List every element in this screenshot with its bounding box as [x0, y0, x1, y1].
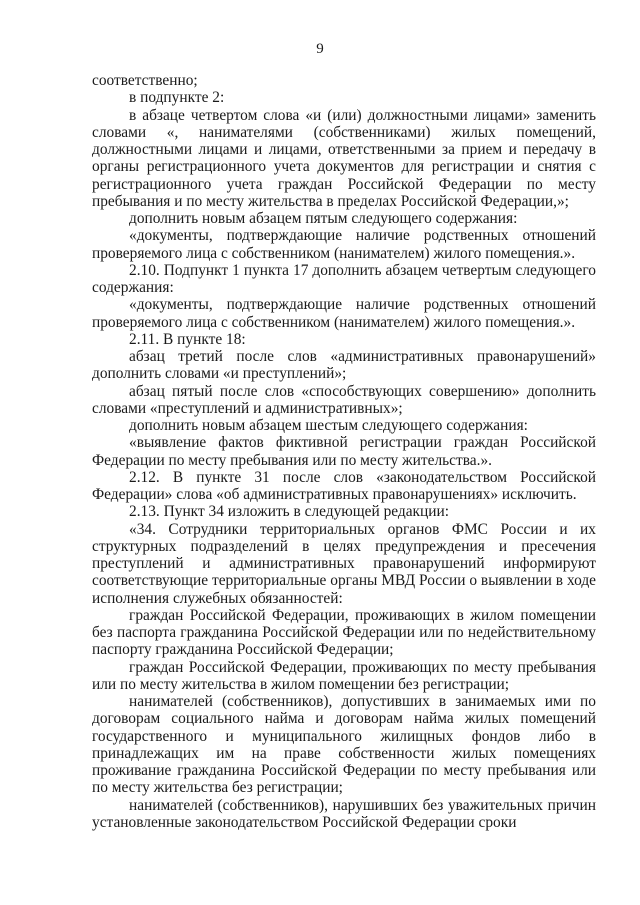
paragraph: абзац третий после слов «административных правонарушений» дополнить словами «и преступлений»;	[92, 348, 596, 383]
paragraph: граждан Российской Федерации, проживающих в жилом помещении без паспорта гражданина Российской Федерации или по недействительному паспорту гражданина Российской Федерации;	[92, 606, 596, 659]
paragraph: «документы, подтверждающие наличие родственных отношений проверяемого лица с собственником (нанимателем) жилого помещения.».	[92, 296, 596, 331]
paragraph: «документы, подтверждающие наличие родственных отношений проверяемого лица с собственником (нанимателем) жилого помещения.».	[92, 227, 596, 262]
paragraph: 2.12. В пункте 31 после слов «законодательством Российской Федерации» слова «об административных правонарушениях» исключить.	[92, 468, 596, 503]
paragraph: 2.11. В пункте 18:	[129, 330, 246, 348]
paragraph: дополнить новым абзацем пятым следующего содержания:	[129, 210, 518, 227]
paragraph: 2.13. Пункт 34 изложить в следующей редакции:	[129, 503, 450, 521]
paragraph: «34. Сотрудники территориальных органов ФМС России и их структурных подразделений в целях предупреждения и пресечения преступлений и административных правонарушений информируют соответствующие территориальные органы МВД России о выявлении в ходе исполнения служебных обязанностей:	[92, 520, 596, 607]
paragraph: нанимателей (собственников), допустивших в занимаемых ими по договорам социального найма и договорам найма жилых помещений государственного и муниципального жилищных фондов либо в принадлежащих им на праве собственности жилых помещениях проживание гражданина Российской Федерации по месту пребывания или по месту жительства без регистрации;	[92, 693, 596, 797]
paragraph: дополнить новым абзацем шестым следующего содержания:	[129, 417, 528, 434]
paragraph: граждан Российской Федерации, проживающих по месту пребывания или по месту жительства в жилом помещении без регистрации;	[92, 658, 596, 693]
paragraph: соответственно;	[92, 72, 198, 89]
document-body	[92, 72, 596, 831]
paragraph: «выявление фактов фиктивной регистрации граждан Российской Федерации по месту пребывания или по месту жительства.».	[92, 434, 596, 469]
paragraph: 2.10. Подпункт 1 пункта 17 дополнить абзацем четвертым следующего содержания:	[92, 261, 596, 296]
paragraph: в абзаце четвертом слова «и (или) должностными лицами» заменить словами «, нанимателями (собственниками) жилых помещений, должностными лицами и лицами, ответственными за прием и передачу в органы регистрационного учета документов для регистрации и снятия с регистрационного учета граждан Российской Федерации по месту пребывания и по месту жительства в пределах Российской Федерации,»;	[92, 106, 596, 210]
page-number: 9	[316, 41, 324, 57]
paragraph: абзац пятый после слов «способствующих совершению» дополнить словами «преступлений и административных»;	[92, 382, 596, 417]
paragraph: в подпункте 2:	[129, 89, 225, 107]
paragraph: нанимателей (собственников), нарушивших без уважительных причин установленные законодательством Российской Федерации сроки	[92, 796, 596, 831]
